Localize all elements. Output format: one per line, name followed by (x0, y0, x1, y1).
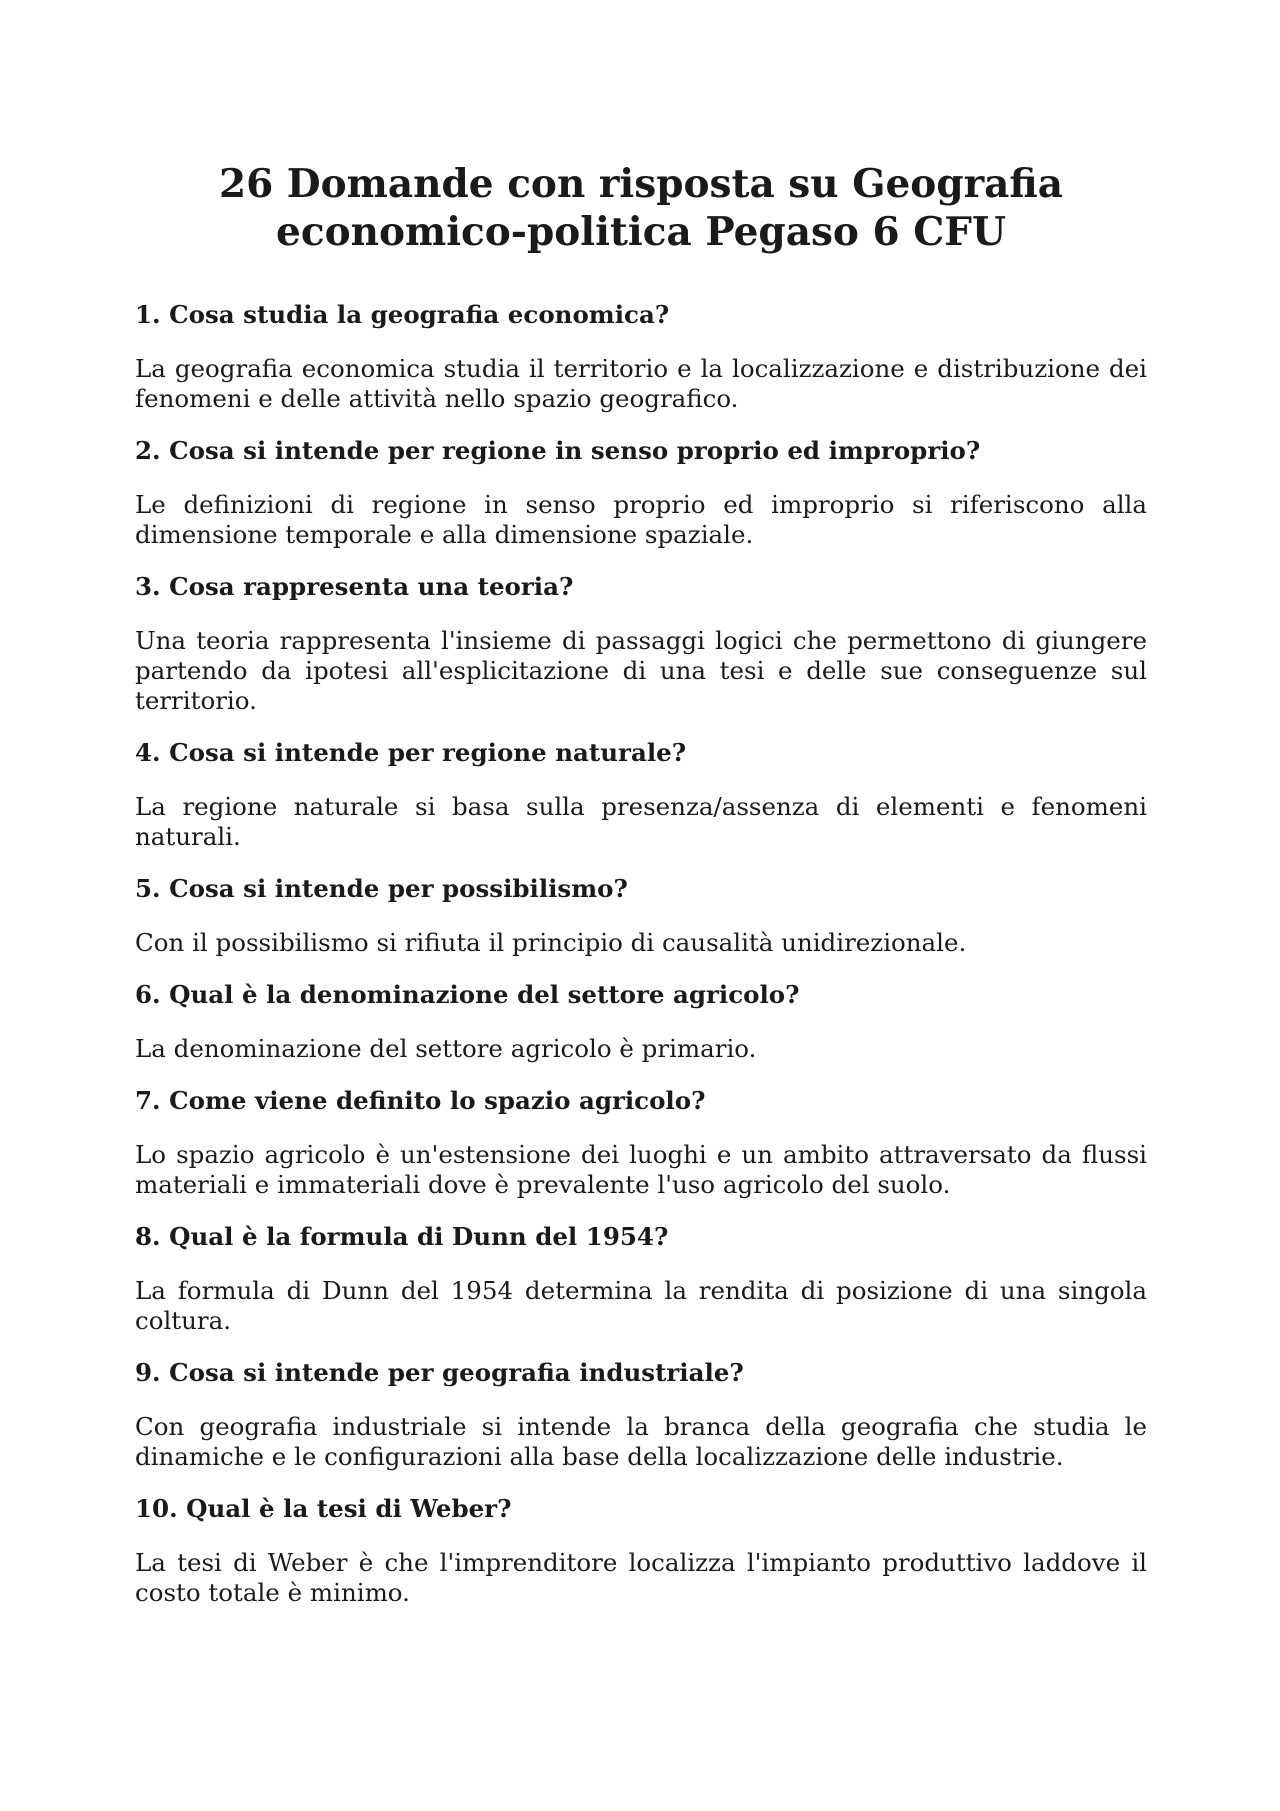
qa-item-9 (135, 1358, 1147, 1472)
answer: La tesi di Weber è che l'imprenditore localizza l'impianto produttivo laddove il costo totale è minimo. (135, 1548, 1147, 1607)
answer: Lo spazio agricolo è un'estensione dei luoghi e un ambito attraversato da flussi materiali e immateriali dove è prevalente l'uso agricolo del suolo. (135, 1140, 1147, 1199)
qa-item-6 (135, 980, 1147, 1064)
answer: Una teoria rappresenta l'insieme di passaggi logici che permettono di giungere partendo da ipotesi all'esplicitazione di una tesi e delle sue conseguenze sul territorio. (135, 626, 1147, 715)
answer: Con il possibilismo si rifiuta il principio di causalità unidirezionale. (135, 928, 967, 957)
answer: La denominazione del settore agricolo è primario. (135, 1034, 757, 1063)
qa-item-1 (135, 300, 1147, 414)
question: 8. Qual è la formula di Dunn del 1954? (135, 1222, 669, 1251)
answer: La formula di Dunn del 1954 determina la rendita di posizione di una singola coltura. (135, 1276, 1147, 1335)
question: 10. Qual è la tesi di Weber? (135, 1494, 512, 1523)
document-page (135, 160, 1147, 1630)
document-title: 26 Domande con risposta su Geografia economico-politica Pegaso 6 CFU (218, 161, 1064, 255)
qa-item-7 (135, 1086, 1147, 1200)
question: 4. Cosa si intende per regione naturale? (135, 738, 687, 767)
answer: Le definizioni di regione in senso proprio ed improprio si riferiscono alla dimensione temporale e alla dimensione spaziale. (135, 490, 1147, 549)
qa-item-4 (135, 738, 1147, 852)
qa-item-3 (135, 572, 1147, 716)
qa-item-2 (135, 436, 1147, 550)
question: 6. Qual è la denominazione del settore agricolo? (135, 980, 800, 1009)
question: 7. Come viene definito lo spazio agricolo? (135, 1086, 706, 1115)
question: 3. Cosa rappresenta una teoria? (135, 572, 574, 601)
answer: Con geografia industriale si intende la branca della geografia che studia le dinamiche e le configurazioni alla base della localizzazione delle industrie. (135, 1412, 1147, 1471)
qa-item-8 (135, 1222, 1147, 1336)
qa-item-10 (135, 1494, 1147, 1608)
question: 9. Cosa si intende per geografia industriale? (135, 1358, 744, 1387)
answer: La regione naturale si basa sulla presenza/assenza di elementi e fenomeni naturali. (135, 792, 1147, 851)
qa-item-5 (135, 874, 1147, 958)
question: 2. Cosa si intende per regione in senso proprio ed improprio? (135, 436, 981, 465)
question: 5. Cosa si intende per possibilismo? (135, 874, 628, 903)
question: 1. Cosa studia la geografia economica? (135, 300, 670, 329)
answer: La geografia economica studia il territorio e la localizzazione e distribuzione dei fenomeni e delle attività nello spazio geografico. (135, 354, 1147, 413)
